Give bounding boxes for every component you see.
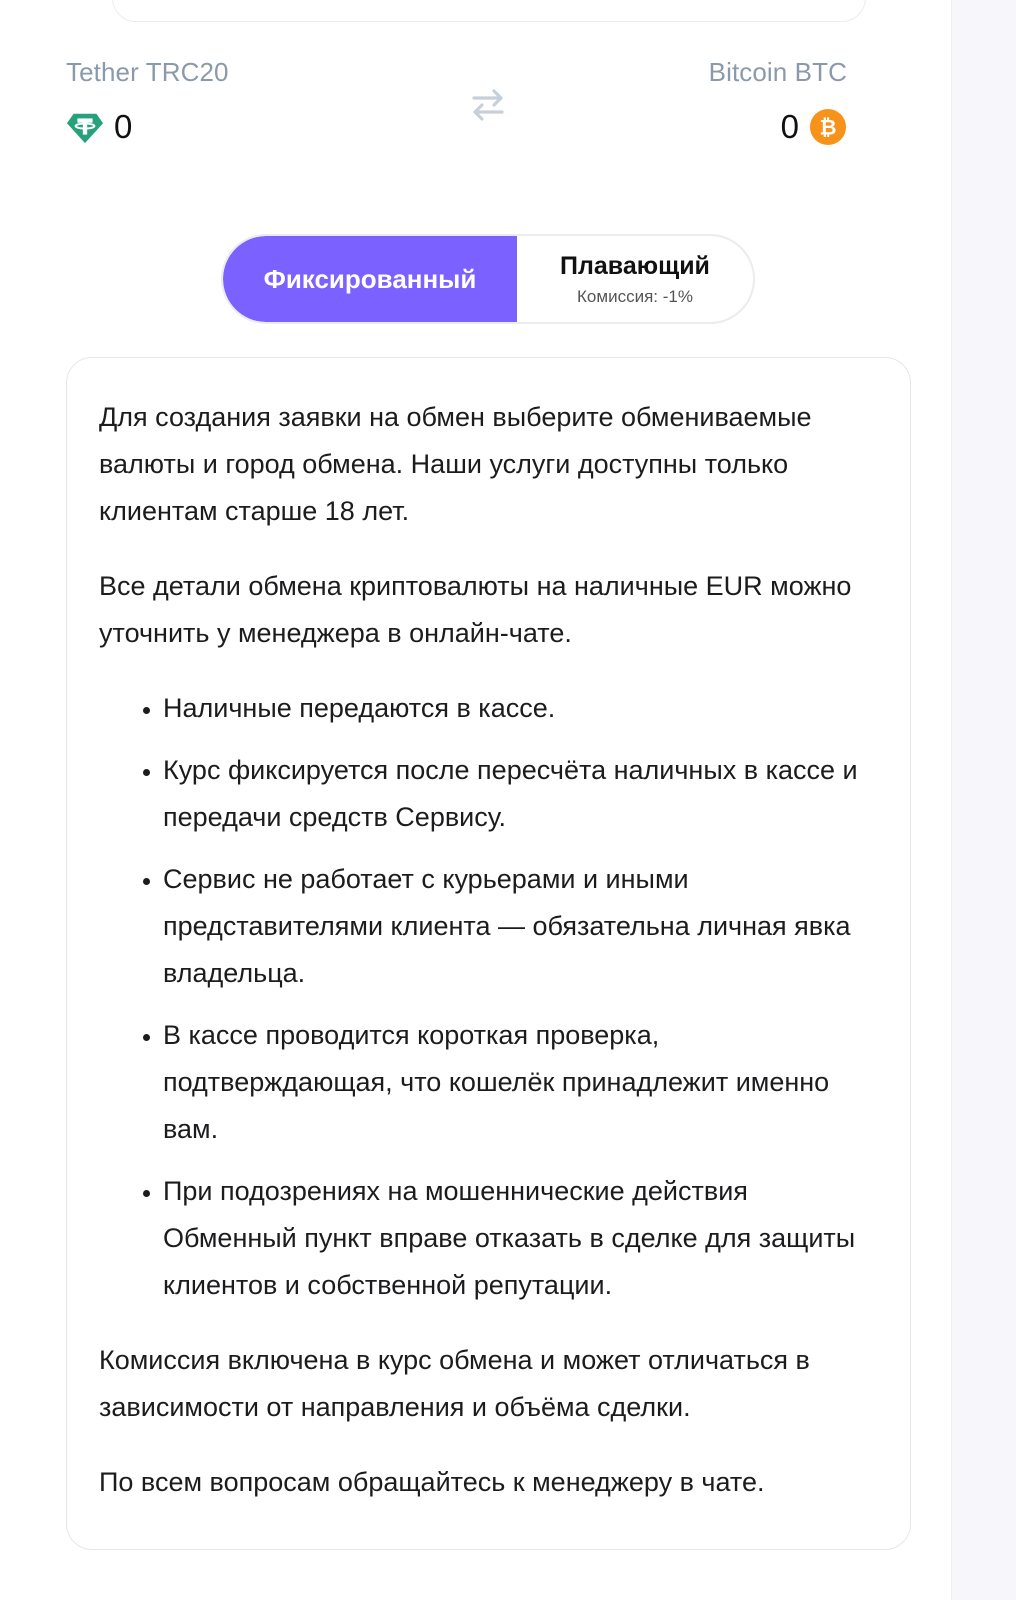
page-right-background (951, 0, 1016, 1600)
bitcoin-icon (809, 108, 847, 146)
list-item: • В кассе проводится короткая проверка, подтверждающая, что кошелёк принадлежит именно вам. (163, 1012, 880, 1153)
fixed-rate-option[interactable] (223, 236, 517, 322)
floating-rate-option[interactable] (517, 236, 753, 322)
to-amount: 0 (780, 108, 799, 145)
info-card (66, 357, 911, 1550)
info-paragraph-4: По всем вопросам обращайтесь к менеджеру в чате. (99, 1467, 765, 1497)
list-item: • Сервис не работает с курьерами и иными представителями клиента — обязательна личная явка владельца. (163, 856, 880, 997)
rate-type-toggle (221, 234, 755, 324)
info-paragraph-1: Для создания заявки на обмен выберите обмениваемые валюты и город обмена. Наши услуги доступны только клиентам старше 18 лет. (99, 402, 812, 526)
from-amount: 0 (114, 108, 133, 145)
fixed-rate-label: Фиксированный (263, 263, 477, 294)
top-card (112, 0, 866, 22)
tether-icon (66, 108, 104, 146)
svg-text:₿: ₿ (819, 115, 837, 140)
swap-arrows-icon[interactable] (470, 86, 506, 122)
from-currency-label: Tether TRC20 (66, 57, 229, 87)
list-item: • Наличные передаются в кассе. (163, 685, 880, 732)
list-item: • Курс фиксируется после пересчёта наличных в кассе и передачи средств Сервису. (163, 747, 880, 841)
info-paragraph-2: Все детали обмена криптовалюты на наличные EUR можно уточнить у менеджера в онлайн-чате. (99, 571, 852, 648)
floating-rate-commission: Комиссия: -1% (577, 287, 693, 306)
to-currency-label: Bitcoin BTC (708, 57, 847, 87)
floating-rate-label: Плавающий (560, 252, 710, 280)
to-currency[interactable] (709, 56, 847, 146)
list-item: • При подозрениях на мошеннические действия Обменный пункт вправе отказать в сделке для защиты клиентов и собственной репутации. (163, 1168, 880, 1309)
info-rules-list (99, 685, 880, 1309)
info-paragraph-3: Комиссия включена в курс обмена и может отличаться в зависимости от направления и объёма сделки. (99, 1345, 810, 1422)
from-currency[interactable] (66, 56, 229, 146)
